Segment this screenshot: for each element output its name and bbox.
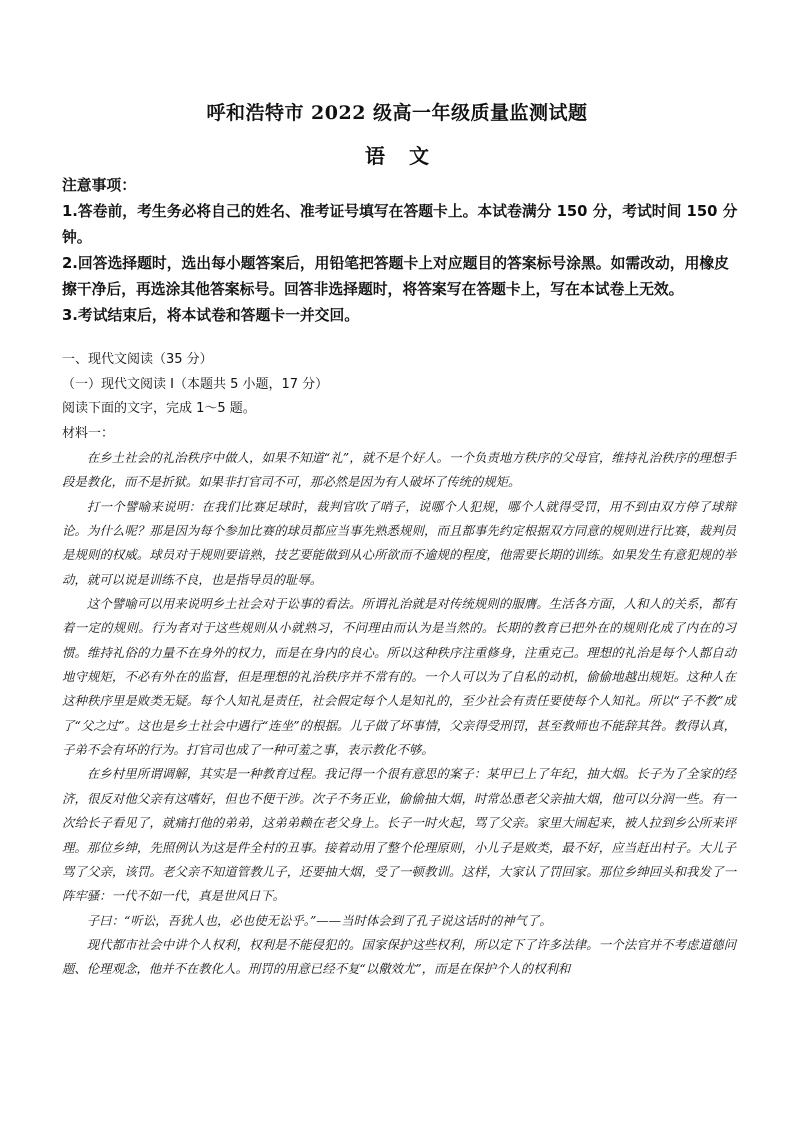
passage-paragraph-6: 现代都市社会中讲个人权利，权利是不能侵犯的。国家保护这些权利，所以定下了许多法律。一个法官并不考虑道德问题、伦理观念，他并不在教化人。刑罚的用意已经不复“以儆效尤”，而是在保护个人的权利和	[62, 936, 736, 977]
passage-paragraph-4: 在乡村里所谓调解，其实是一种教育过程。我记得一个很有意思的案子：某甲已上了年纪，抽大烟。长子为了全家的经济，很反对他父亲有这嗜好，但也不便干涉。次子不务正业，偷偷抽大烟，时常怂恿老父亲抽大烟，他可以分润一些。有一次给长子看见了，就痛打他的弟弟，这弟弟赖在老父身上。长子一时火起，骂了父亲。家里大闹起来，被人拉到乡公所来评理。那位乡绅，先照例认为这是件全村的丑事。接着动用了整个伦理原则，小儿子是败类，最不好，应当赶出村子。大儿子骂了父亲，该罚。老父亲不知道管教儿子，还要抽大烟，受了一顿教训。这样，大家认了罚回家。那位乡绅回头和我发了一阵牢骚：一代不如一代，真是世风日下。	[62, 766, 736, 904]
passage-paragraph-5: 子曰：“听讼，吾犹人也，必也使无讼乎。”——当时体会到了孔子说这话时的神气了。	[86, 912, 552, 928]
subject-title: 语文	[365, 144, 453, 168]
notice-block	[62, 173, 742, 329]
notice-heading: 注意事项：	[62, 177, 136, 194]
section-part-heading: 一、现代文阅读（35 分）	[62, 352, 213, 367]
section-intro	[62, 348, 742, 446]
notice-item-2: 2.回答选择题时，选出每小题答案后，用铅笔把答题卡上对应题目的答案标号涂黑。如需改动，用橡皮擦干净后，再选涂其他答案标号。回答非选择题时，将答案写在答题卡上，写在本试卷上无效。	[62, 255, 729, 298]
passage-paragraph-1: 在乡土社会的礼治秩序中做人，如果不知道“礼”，就不是个好人。一个负责地方秩序的父母官，维持礼治秩序的理想手段是教化，而不是折狱。如果非打官司不可，那必然是因为有人破坏了传统的规矩。	[62, 450, 736, 490]
passage-paragraph-2: 打一个譬喻来说明：在我们比赛足球时，裁判官吹了哨子，说哪个人犯规，哪个人就得受罚，用不到由双方停了球辩论。为什么呢？那是因为每个参加比赛的球员都应当事先熟悉规则，而且都事先约定根据双方同意的规则进行比赛，裁判员是规则的权威。球员对于规则要谙熟，技艺要能做到从心所欲而不逾规的程度，他需要长期的训练。如果发生有意犯规的举动，就可以说是训练不良，也是指导员的耻辱。	[62, 498, 736, 587]
material-label: 材料一：	[62, 425, 115, 441]
reading-passage	[62, 446, 736, 982]
notice-item-3: 3.考试结束后，将本试卷和答题卡一并交回。	[62, 307, 360, 324]
passage-paragraph-3: 这个譬喻可以用来说明乡土社会对于讼事的看法。所谓礼治就是对传统规则的服膺。生活各方面，人和人的关系，都有着一定的规则。行为者对于这些规则从小就熟习，不问理由而认为是当然的。长期的教育已把外在的规则化成了内在的习惯。维持礼俗的力量不在身外的权力，而是在身内的良心。所以这种秩序注重修身，注重克己。理想的礼治是每个人都自动地守规矩，不必有外在的监督，但是理想的礼治秩序并不常有的。一个人可以为了自私的动机，偷偷地越出规矩。这种人在这种秩序里是败类无疑。每个人知礼是责任，社会假定每个人是知礼的，至少社会有责任要使每个人知礼。所以“子不教”成了“父之过”。这也是乡土社会中遇行“连坐”的根据。儿子做了坏事情，父亲得受刑罚，甚至教师也不能辞其咎。教得认真，子弟不会有坏的行为。打官司也成了一种可羞之事，表示教化不够。	[62, 596, 736, 758]
section-instruction: 阅读下面的文字，完成 1～5 题。	[62, 401, 256, 416]
section-sub-heading: （一）现代文阅读 I（本题共 5 小题，17 分）	[62, 376, 329, 392]
exam-title: 呼和浩特市 2022 级高一年级质量监测试题	[206, 102, 588, 124]
notice-item-1: 1.答卷前，考生务必将自己的姓名、准考证号填写在答题卡上。本试卷满分 150 分，考试时间 150 分钟。	[62, 203, 738, 246]
